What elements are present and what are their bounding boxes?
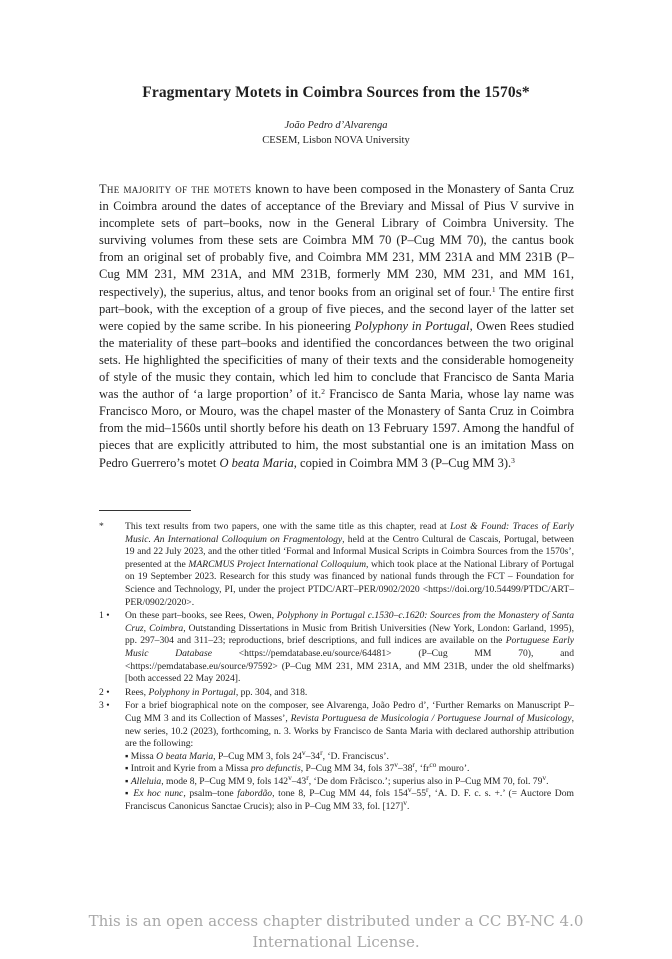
body-text-3: , Owen Rees studied the materiality of these part–books and identified the concordances between the two original sets. He highlighted the specificities of many of their texts and the considerable homogeneity of style of the music they contain, which led him to conclude that Francisco de Santa Maria was the author of ‘a large proportion’ of it. [99, 318, 574, 402]
body-text-5: , copied in Coimbra MM 3 (P–Cug MM 3). [293, 455, 512, 470]
works-list-item: ▪ Alleluia, mode 8, P–Cug MM 9, fols 142$^v$–43$^r$, ‘De dom Frãcisco.’; superius also in P–Cug MM 70, fol. 79$^v$. [125, 772, 549, 787]
footnote-text: This text results from two papers, one with the same title as this chapter, read at Lost & Found: Traces of Early Music. An International Colloquium on Fragmentology, held at the Centro Cultural de Cascais, Portugal, between 19 and 22 July 2023, and the other titled ‘Formal and Informal Musical Scripts in Coimbra Sources from the 1570s’, presented at the MARCMUS Project International Colloquium, which took place at the National Library of Portugal on 19 September 2023. Research for this study was financed by national funds through the FCT – Foundation for Science and Technology, PI, under the project PTDC/ART–PER/0902/2020 <https://doi.org/10.54499/PTDC/ART–PER/0902/2020>. [125, 521, 574, 608]
body-paragraph [99, 181, 574, 472]
works-list-item: ▪ Introit and Kyrie from a Missa pro defunctis, P–Cug MM 34, fols 37$^v$–38$^r$, ‘$fr^{co}$ mouro’. [125, 760, 470, 775]
body-italic-title-2: O beata Maria [219, 455, 294, 470]
footnote-marker: 3 • [99, 700, 110, 712]
body-italic-title-1: Polyphony in Portugal [354, 318, 470, 333]
footnote-marker: 2 • [99, 686, 110, 698]
footnote-ref-3[interactable]: 3 [511, 455, 515, 465]
author-name: João Pedro d’Alvarenga [284, 120, 388, 131]
footnote-3 [99, 700, 574, 813]
body-text-2: The entire first part–book, with the exception of a group of five pieces, and the second layer of the latter set were copied by the same scribe. In his pioneering [99, 284, 574, 333]
license-notice: This is an open access chapter distributed under a CC BY-NC 4.0 International License. [88, 912, 584, 951]
body-text-1: known to have been composed in the Monastery of Santa Cruz in Coimbra around the dates of acceptance of the Breviary and Missal of Pius V survive in incomplete sets of part–books, now in the General Library of Coimbra University. The surviving volumes from these sets are Coimbra MM 70 (P–Cug MM 70), the cantus book from an original set of probably five, and Coimbra MM 231, MM 231A and MM 231B (P–Cug MM 231, MM 231A, and MM 231B, formerly MM 230, MM 231, and MM 161, respectively), the superius, altus, and tenor books from an original set of four. [99, 182, 574, 299]
footnote-text: Rees, Polyphony in Portugal, pp. 304, and 318. [125, 686, 308, 698]
works-list-item: ▪ Ex hoc nunc, psalm–tone fabordão, tone 8, P–Cug MM 44, fols 154$^v$–55$^r$, ‘A. D. F. c. s. +.’ (= Auctore Dom Franciscus Canonicus Sanctae Crucis); also in P–Cug MM 33, fol. $[127]^v$. [125, 785, 574, 813]
footnote-text: On these part–books, see Rees, Owen, Polyphony in Portugal c.1530–c.1620: Sources from the Monastery of Santa Cruz, Coimbra, Outstanding Dissertations in Music from British Universities (New York, London: Garland, 1995), pp. 297–304 and 311–23; reproductions, brief descriptions, and full indices are available on the Portuguese Early Music Database <https://pemdatabase.eu/source/64481> (P–Cug MM 70), and <https://pemdatabase.eu/source/97592> (P–Cug MM 231, MM 231A, and MM 231B, under the old shelfmarks) [both accessed 22 May 2024]. [125, 610, 575, 685]
footnote-star [99, 521, 574, 609]
lead-in-small-caps: The majority of the motets [99, 182, 252, 196]
footnote-marker: 1 • [99, 610, 110, 622]
footnote-marker: * [99, 521, 104, 532]
footnote-1 [99, 610, 574, 686]
works-list-item: ▪ Missa O beata Maria, P–Cug MM 3, fols 24$^v$–34$^r$, ‘D. Franciscus’. [125, 747, 389, 762]
body-text-4: Francisco de Santa Maria, whose lay name was Francisco Moro, or Mouro, was the chapel master of the Monastery of Santa Cruz in Coimbra from the mid–1560s until shortly before his death on 13 February 1597. Among the handful of pieces that are explicitly attributed to him, the most substantial one is an imitation Mass on Pedro Guerrero’s motet [99, 387, 574, 470]
footnote-text: For a brief biographical note on the composer, see Alvarenga, João Pedro d’, ‘Further Remarks on Manuscript P–Cug MM 3 and its Collection of Masses’, Revista Portuguesa de Musicologia / Portuguese Journal of Musicology, new series, 10.2 (2023), forthcoming, n. 3. Works by Francisco de Santa Maria with declared authorship attribution are the following: ▪ Missa O beata Maria, P–Cug MM 3, fols 24$^v$–34$^r$, ‘D. Franciscus’. ▪ Introit and Kyrie from a Missa pro defunctis, P–Cug MM 34, fols 37$^v$–38$^r$, ‘$fr^{co}$ mouro’. ▪ Alleluia, mode 8, P–Cug MM 9, fols 142$^v$–43$^r$, ‘De dom Frãcisco.’; superius also in P–Cug MM 70, fol. 79$^v$. ▪ Ex hoc nunc, psalm–tone fabordão, tone 8, P–Cug MM 44, fols 154$^v$–55$^r$, ‘A. D. F. c. s. +.’ (= Auctore Dom Franciscus Canonicus Sanctae Crucis); also in P–Cug MM 33, fol. $[127]^v$. [125, 700, 574, 813]
author-affiliation: CESEM, Lisbon NOVA University [262, 135, 410, 146]
footnotes [99, 521, 574, 815]
footnote-2 [99, 687, 574, 700]
footnote-ref-2[interactable]: 2 [321, 387, 325, 397]
chapter-title: Fragmentary Motets in Coimbra Sources from the 1570s* [142, 84, 530, 101]
footnote-ref-1[interactable]: 1 [491, 284, 496, 294]
footnote-separator [99, 510, 191, 511]
